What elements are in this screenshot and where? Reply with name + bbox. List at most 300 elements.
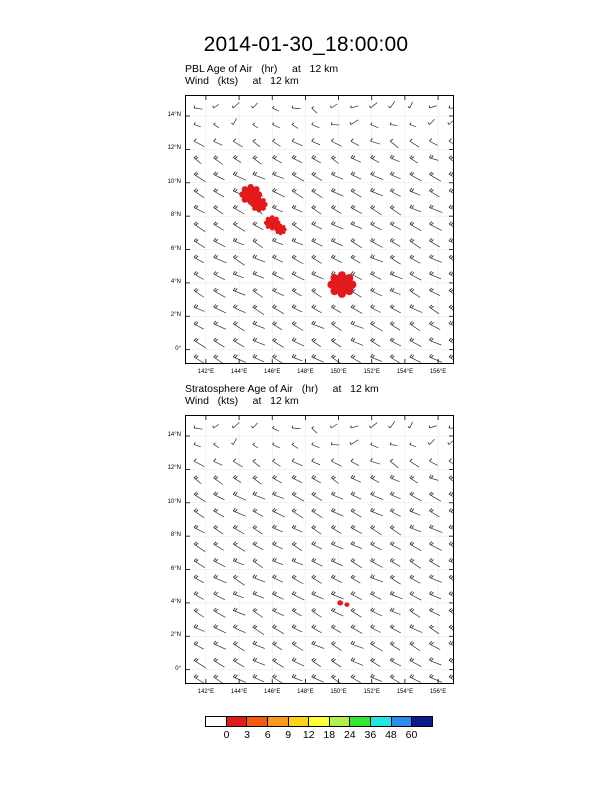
wind-barb [194, 238, 205, 247]
lon-tick-label: 156°E [429, 369, 447, 375]
wind-barb [292, 492, 304, 501]
lat-tick-label: 14°N [167, 432, 181, 439]
wind-barb [449, 255, 453, 264]
wind-barb [449, 355, 453, 363]
colorbar-label: 3 [244, 729, 250, 741]
wind-barb [449, 305, 453, 315]
wind-barb [233, 558, 244, 565]
wind-barb [371, 172, 384, 180]
wind-barb [410, 658, 422, 667]
lon-tick-label: 146°E [264, 689, 281, 695]
wind-barb [390, 575, 401, 584]
wind-barb [410, 304, 422, 312]
wind-barb [253, 559, 263, 568]
wind-barb [390, 641, 400, 650]
wind-barb [312, 354, 324, 362]
wind-barb [312, 674, 324, 682]
wind-barb [331, 338, 341, 347]
wind-barb [233, 492, 246, 500]
wind-barb [331, 122, 339, 125]
age-of-air-patch [250, 196, 267, 212]
wind-barb [272, 155, 282, 163]
wind-barb [390, 355, 402, 363]
wind-barb [331, 305, 341, 313]
wind-barb [214, 238, 226, 247]
colorbar-swatch [227, 717, 248, 726]
wind-barb [371, 542, 382, 550]
wind-barb [410, 624, 422, 632]
wind-barb [214, 156, 223, 165]
wind-barb [371, 658, 381, 667]
wind-barb [214, 641, 226, 649]
wind-barb [449, 172, 453, 180]
wind-barb [429, 155, 438, 161]
wind-barb [351, 608, 362, 617]
colorbar-label: 9 [285, 729, 292, 741]
lon-tick-label: 144°E [230, 689, 248, 695]
wind-barb [292, 138, 302, 145]
wind-barb [371, 338, 381, 347]
wind-barb [214, 492, 225, 500]
wind-barb [410, 492, 422, 501]
wind-barb [194, 189, 204, 198]
colorbar-swatch [330, 717, 351, 726]
wind-barb [312, 575, 322, 583]
wind-barb [292, 608, 302, 616]
wind-barb [194, 288, 204, 297]
wind-barb [231, 438, 236, 444]
lat-tick-label: 10°N [167, 178, 181, 185]
wind-barb [214, 123, 219, 128]
wind-barb [410, 322, 420, 331]
wind-barb [253, 492, 265, 500]
wind-barb [252, 423, 258, 428]
panel2-title-line1: Stratosphere Age of Air (hr) at 12 km [185, 383, 379, 395]
wind-barb [331, 558, 342, 566]
wind-barb [351, 541, 362, 548]
wind-barb [429, 475, 438, 481]
wind-barb [253, 459, 260, 467]
age-of-air-patch [337, 600, 343, 606]
wind-barb [272, 658, 283, 667]
wind-barb [312, 658, 321, 667]
wind-barb [449, 492, 453, 500]
wind-barb [272, 475, 282, 483]
lon-tick-label: 148°E [297, 369, 314, 375]
wind-barb [272, 172, 283, 179]
lon-tick-label: 146°E [264, 369, 281, 375]
wind-barb [429, 575, 441, 583]
wind-barb [331, 591, 343, 599]
wind-barb [449, 272, 453, 280]
wind-barb [371, 354, 382, 361]
lat-tick-label: 2°N [170, 312, 181, 319]
wind-barb [390, 255, 401, 264]
wind-barb [371, 625, 381, 633]
wind-barb [272, 492, 283, 499]
wind-barb [214, 443, 219, 448]
wind-barb [194, 355, 204, 363]
wind-barb [253, 508, 263, 516]
wind-barb [272, 426, 278, 431]
wind-barb [371, 492, 384, 500]
wind-barb [194, 492, 205, 502]
wind-barb [371, 674, 382, 681]
wind-barb [410, 443, 416, 447]
wind-barb [331, 575, 341, 583]
lon-tick-label: 152°E [363, 369, 380, 375]
wind-barb [331, 172, 343, 180]
age-of-air-patch [274, 224, 286, 235]
wind-barb [194, 139, 204, 147]
wind-barb [428, 119, 435, 124]
wind-barb [272, 123, 279, 128]
wind-barb [194, 156, 201, 164]
wind-barb [292, 255, 303, 264]
wind-barb [449, 205, 453, 212]
wind-barb [253, 443, 258, 448]
wind-barb [272, 641, 281, 649]
wind-barb [214, 675, 224, 683]
wind-barb [214, 658, 225, 667]
wind-barb [292, 155, 302, 163]
wind-barb [272, 675, 282, 683]
wind-barb [253, 542, 263, 550]
wind-barb [429, 674, 442, 682]
lat-tick-label: 4°N [170, 278, 181, 285]
lat-tick-label: 0° [175, 665, 181, 672]
wind-barb [194, 443, 201, 447]
wind-barb [233, 155, 241, 162]
wind-barb [390, 155, 399, 162]
wind-barb [351, 525, 362, 534]
colorbar-swatch [412, 717, 432, 726]
wind-barb [214, 509, 224, 517]
wind-barb [272, 205, 282, 212]
wind-barb [331, 608, 343, 616]
lon-tick-label: 150°E [330, 369, 347, 375]
wind-barb [272, 591, 283, 599]
wind-barb [351, 558, 362, 567]
wind-barb [331, 139, 341, 147]
wind-barb [292, 172, 304, 181]
wind-barb [312, 427, 317, 434]
colorbar-label: 18 [323, 729, 336, 741]
wind-barb [292, 525, 302, 532]
wind-barb [449, 188, 453, 197]
wind-barb [351, 221, 362, 228]
wind-barb [390, 338, 401, 346]
wind-barb [292, 509, 303, 518]
lat-tick-label: 12°N [167, 465, 181, 472]
wind-barb [272, 139, 280, 147]
wind-barb [233, 139, 242, 147]
wind-barb [194, 222, 205, 232]
wind-barb [312, 189, 323, 198]
wind-barb [233, 205, 244, 214]
wind-barb [253, 525, 263, 534]
wind-barb [194, 459, 204, 467]
panel2-title-line2: Wind (kts) at 12 km [185, 395, 299, 407]
wind-barb [390, 442, 397, 445]
wind-barb [253, 156, 262, 165]
lat-tick-label: 6°N [170, 245, 181, 252]
wind-barb [214, 288, 226, 297]
wind-barb [194, 624, 205, 631]
colorbar-label: 36 [364, 729, 377, 741]
wind-barb [253, 354, 264, 362]
wind-barb [292, 641, 303, 650]
wind-barb [429, 271, 441, 279]
wind-barb [312, 509, 323, 518]
wind-barb [350, 120, 358, 125]
wind-barb [272, 238, 283, 245]
wind-barb [214, 575, 227, 583]
wind-barb [214, 355, 224, 363]
wind-barb [429, 641, 440, 649]
wind-barb [390, 492, 400, 499]
wind-barb [194, 575, 204, 583]
age-of-air-patch [327, 271, 356, 298]
wind-barb [214, 558, 226, 567]
wind-barb [390, 608, 400, 615]
wind-barb [233, 304, 245, 312]
colorbar-swatch [268, 717, 289, 726]
wind-barb [253, 476, 262, 485]
wind-barb [408, 102, 413, 108]
wind-barb [351, 675, 361, 683]
wind-barb [253, 625, 264, 635]
wind-barb [410, 288, 420, 297]
wind-barb [351, 625, 362, 634]
wind-barb [253, 608, 263, 617]
wind-barb [213, 104, 219, 108]
wind-barb [410, 338, 422, 347]
wind-barb [390, 542, 401, 550]
wind-barb [410, 271, 422, 280]
wind-barb [351, 355, 361, 363]
stratosphere-age-of-air-map [185, 415, 454, 684]
wind-barb [449, 525, 453, 532]
wind-barb [312, 641, 324, 649]
wind-barb [312, 608, 322, 617]
lat-tick-label: 4°N [170, 598, 181, 605]
colorbar-swatch [289, 717, 310, 726]
wind-barb [194, 525, 205, 533]
wind-barb [312, 443, 320, 448]
wind-barb [312, 525, 322, 534]
wind-barb [194, 338, 206, 348]
wind-barb [331, 255, 341, 263]
wind-barb [449, 658, 453, 667]
pbl-map-canvas [186, 96, 453, 363]
wind-barb [292, 205, 302, 212]
wind-barb [449, 641, 453, 649]
pbl-age-of-air-map [185, 95, 454, 364]
wind-barb [312, 222, 322, 229]
wind-barb [408, 422, 413, 428]
colorbar-swatch [392, 717, 413, 726]
wind-barb [331, 658, 341, 667]
wind-barb [331, 355, 341, 363]
wind-barb [449, 542, 453, 551]
wind-barb [233, 591, 243, 598]
wind-barb [253, 288, 263, 297]
wind-barb [194, 641, 204, 649]
wind-barb [371, 321, 383, 331]
wind-barb [449, 558, 453, 566]
wind-barb [253, 338, 265, 346]
wind-barb [449, 106, 453, 109]
wind-barb [428, 439, 435, 444]
lat-tick-label: 0° [175, 345, 181, 352]
wind-barb [410, 575, 420, 583]
wind-barb [214, 476, 223, 485]
lon-tick-label: 154°E [396, 369, 414, 375]
wind-barb [449, 459, 453, 467]
wind-barb [449, 508, 453, 517]
wind-barb [331, 321, 341, 330]
wind-barb [370, 103, 378, 108]
wind-barb [331, 205, 341, 213]
wind-barb [272, 106, 278, 111]
wind-barb [351, 475, 361, 482]
wind-barb [390, 321, 400, 330]
wind-barb [410, 239, 421, 249]
wind-barb [331, 492, 343, 500]
lon-tick-label: 156°E [429, 689, 447, 695]
wind-barb [371, 271, 382, 279]
wind-barb [194, 658, 206, 668]
wind-barb [449, 625, 453, 635]
wind-barb [371, 591, 382, 599]
wind-barb [272, 355, 282, 363]
wind-barb [390, 558, 400, 566]
wind-barb [253, 222, 263, 230]
lat-tick-label: 6°N [170, 565, 181, 572]
wind-barb [410, 508, 420, 515]
wind-barb [194, 271, 204, 279]
wind-barb [312, 558, 323, 566]
wind-barb [331, 476, 338, 484]
wind-barb [292, 338, 304, 346]
wind-barb [194, 542, 205, 552]
wind-barb [390, 122, 397, 125]
wind-barb [213, 424, 219, 428]
wind-barb [371, 575, 384, 582]
wind-barb [214, 591, 225, 599]
wind-barb [429, 255, 441, 263]
wind-barb [371, 288, 382, 296]
wind-barb [272, 338, 283, 347]
wind-barb [449, 608, 453, 618]
wind-barb [292, 123, 298, 129]
wind-barb [253, 575, 265, 583]
wind-barb [272, 459, 280, 467]
wind-barb [292, 542, 302, 551]
wind-barb [449, 238, 453, 246]
wind-barb [292, 238, 303, 245]
wind-barb [429, 542, 441, 551]
wind-barb [351, 459, 359, 466]
wind-barb [214, 321, 226, 329]
wind-barb [371, 608, 382, 616]
panel1-title-line2: Wind (kts) at 12 km [185, 75, 299, 87]
wind-barb [410, 475, 418, 483]
wind-barb [390, 205, 401, 215]
wind-barb [292, 575, 303, 584]
wind-barb [312, 155, 321, 163]
wind-barb [233, 624, 245, 632]
lon-tick-label: 142°E [197, 369, 215, 375]
figure-title: 2014-01-30_18:00:00 [203, 33, 409, 56]
wind-barb [194, 675, 204, 683]
age-of-air-patch [344, 602, 349, 607]
wind-barb [312, 255, 322, 263]
wind-barb [252, 103, 258, 108]
wind-barb [312, 288, 322, 297]
wind-barb [429, 459, 437, 466]
wind-barb [312, 271, 324, 279]
wind-barb [410, 525, 421, 532]
wind-barb [312, 205, 322, 214]
panel1-title-line1: PBL Age of Air (hr) at 12 km [185, 63, 339, 75]
wind-barb [214, 271, 225, 279]
wind-barb [449, 592, 453, 600]
colorbar [205, 716, 433, 727]
wind-barb [429, 222, 441, 231]
wind-barb [429, 172, 441, 181]
wind-barb [312, 107, 317, 114]
wind-barb [312, 138, 320, 144]
wind-barb [410, 205, 421, 212]
wind-barb [233, 658, 244, 667]
wind-barb [331, 675, 341, 683]
wind-barb [272, 508, 284, 517]
colorbar-label: 0 [223, 729, 230, 741]
wind-barb [410, 674, 421, 682]
wind-barb [351, 106, 358, 108]
wind-barb [390, 658, 401, 666]
wind-barb [272, 443, 279, 448]
wind-barb [350, 440, 358, 445]
wind-barb [371, 525, 382, 535]
wind-barb [272, 271, 283, 279]
wind-barb [390, 188, 400, 196]
wind-barb [410, 222, 421, 231]
wind-barb [389, 101, 395, 108]
wind-barb [390, 139, 398, 148]
wind-barb [390, 172, 400, 179]
wind-barb [292, 625, 302, 633]
wind-barb [214, 625, 226, 633]
wind-barb [390, 238, 400, 246]
wind-barb [312, 238, 323, 246]
wind-barb [292, 189, 303, 198]
wind-barb [214, 205, 224, 214]
wind-barb [312, 123, 320, 128]
wind-barb [312, 492, 322, 501]
wind-barb [253, 139, 260, 147]
lat-tick-label: 10°N [167, 498, 181, 505]
wind-barb [429, 338, 441, 345]
colorbar-label: 24 [343, 729, 356, 741]
wind-barb [429, 608, 440, 616]
wind-barb [253, 321, 265, 329]
wind-barb [194, 476, 201, 484]
wind-barb [253, 172, 265, 180]
wind-barb [331, 188, 343, 196]
